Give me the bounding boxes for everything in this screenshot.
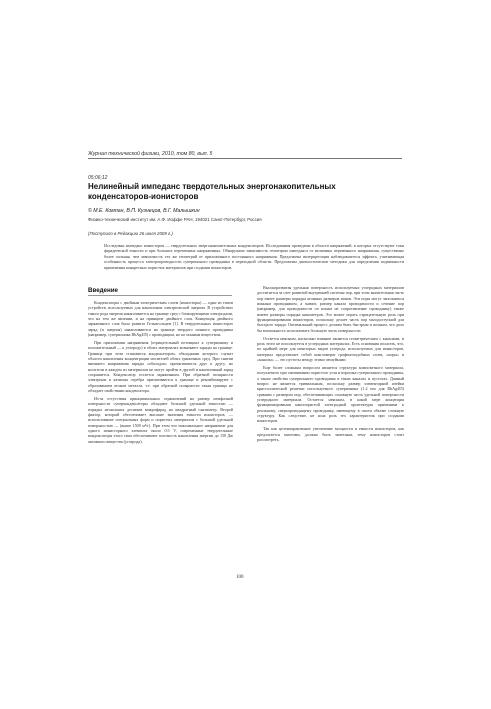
section-heading: Введение: [88, 287, 118, 294]
right-column: [257, 285, 404, 445]
header-rule: [88, 158, 402, 159]
article-title: Нелинейный импеданс твердотельных энергонакопительных конденсаторов-ионисторов: [88, 182, 336, 201]
paragraph: Высокоразвитая удельная поверхность используемых углеродных материалов достигается за счет развитой внутренней системы пор, при этом значительная часть пор имеет размеры порядка атомных размеров ионов. Эти поры могут заполняться ионным проводником, а значит, размер канала проводимости и сечение пор (например, для проводимости по ионам не сопротивление проводнику) также имеют размеры порядка нанометров. Это может играть отрицательную роль при функционировании ионисторов, поскольку делает часть пор малодоступной для быстрого заряда. Оптимальный процесс должен быть быстрым и полным, что дало бы возможность использовать большую часть поверхности.: [257, 285, 404, 333]
paragraph: Еще более сложным вопросом является структура композитного материала, получаемого при смешивании пористого угля и порошка суперионного проводника, а также свойства суперионного проводника в таких каналах и пустотах. Данный вопрос не является тривиальным, поскольку размер элементарной ячейки кристаллической решетки используемого суперионика (1.2 nm для RbAg4I5) сравним с размером пор, обеспечивающих основную часть удельной поверхности углеродного материала. Остается неясным, в какой мере концепция функционирования нанопористой электродной архитектуры применима к реальному, сверхпроводящему проводнику, имеющему в своем объеме сложную структуру. Как следствие, не ясна роль тех характеристик при создании ионисторов.: [257, 365, 404, 424]
section-rule: [88, 295, 232, 296]
paragraph: При приложении напряжения (отрицательный потенциал к суперионику и положительный — к углероду) в обоих материалах возникают заряды на границе. Граница при этом становится конденсатором, обкладками которого служат области накопления концентрации носителей обоих граничных сред. При снятии внешнего напряжения заряды «обкладок» притягиваются друг к другу, но носители в каждом из материалов не могут пройти в другой и накопленный заряд сохраняется. Конденсатор остается заряженным. При обратной полярности электроны и катионы серебра притягиваются к границе и рекомбинируют с образованием атомов металла, т.е. при обратной полярности такая граница не обладает свойствами конденсатора.: [88, 340, 233, 394]
paragraph: Остается неясным, насколько влияние является геометрическим с каналами, и роль этого не используется в углеродных материалах. Есть основания полагать, что, по крайней мере для некоторых видов углерода, используемых для ионисторов, материал представляет собой конгломерат графеноподобных слоев, «поры» и «каналы» — это пустоты между этими чешуйками.: [257, 335, 404, 363]
paragraph: Из-за отсутствия принципиальных ограничений на размер межфазной поверхности суперконденсаторы обладают большой удельной емкостью — порядка нескольких десятков микрофарад на квадратный сантиметр. Второй фактор, который обеспечивает высокие значения емкости ионисторов, — использование специальных форм и пористых материалов с большой удельной поверхностью — (выше 1500 м²/г). При этом что максимальное напряжение для одного ионисторного элемента около 0.5 V, современные твердотельные конденсаторы этого типа обеспечивают плотность накопления энергии до 150 Дж активного вещества (углерода).: [88, 396, 233, 444]
article-affiliation: Физико-технический институт им. А.Ф. Иоффе РАН, 194021 Санкт-Петербург, Россия: [88, 217, 262, 222]
paragraph: Конденсаторы с двойным электрическим слоем (ионисторы) — один из типов устройств, используемых для накопления электрической энергии. В устройствах такого рода энергия накапливается на границе сред с блокирующими электродами, что на тем же явлении, и на принципе двойного слоя. Концепция двойного заряженного слоя была развита Гельмгольцем [1]. В твердотельных ионисторах заряд (и энергия) накапливаются на границе твердого ионного проводника (например, суперионика RbAg4I5) с проводящим, но не ионным веществом.: [88, 300, 233, 338]
page-number: 100: [236, 575, 244, 580]
paragraph: Так как целенаправленное увеличение мощности и емкости ионисторов, как предлагается многими, должно быть заметным, тему ионисторов стоит рассмотреть.: [257, 426, 404, 443]
journal-header: Журнал технической физики, 2010, том 80, вып. 5: [88, 151, 213, 157]
article-code: 05;06;12: [88, 175, 108, 181]
received-date: (Поступило в Редакцию 26 июля 2009 г.): [88, 231, 173, 236]
article-abstract: Исследован импеданс ионисторов — твердотельных энергонакопительных конденсаторов. Исследования проведены в области напряжений, в которых отсутствуют токи фарадеевской емкости и при больших переменных напряжениях. Обнаружена зависимость геометрии импеданса от величины переменного напряжения, существенно более сильная, чем зависимость тех же геометрий от приложенного постоянного напряжения. Предложена интерпретация наблюдавшегося эффекта, учитывающая особенность процесса электропроводности суперионного проводника в переходной области. Предложены диагностические методики для определения подвижности применения конкретных пористых материалов при создании ионисторов.: [104, 243, 404, 270]
article-authors: © М.Е. Компан, В.П. Кузнецов, В.Г. Малышкин: [88, 208, 200, 214]
left-column: [88, 300, 233, 447]
